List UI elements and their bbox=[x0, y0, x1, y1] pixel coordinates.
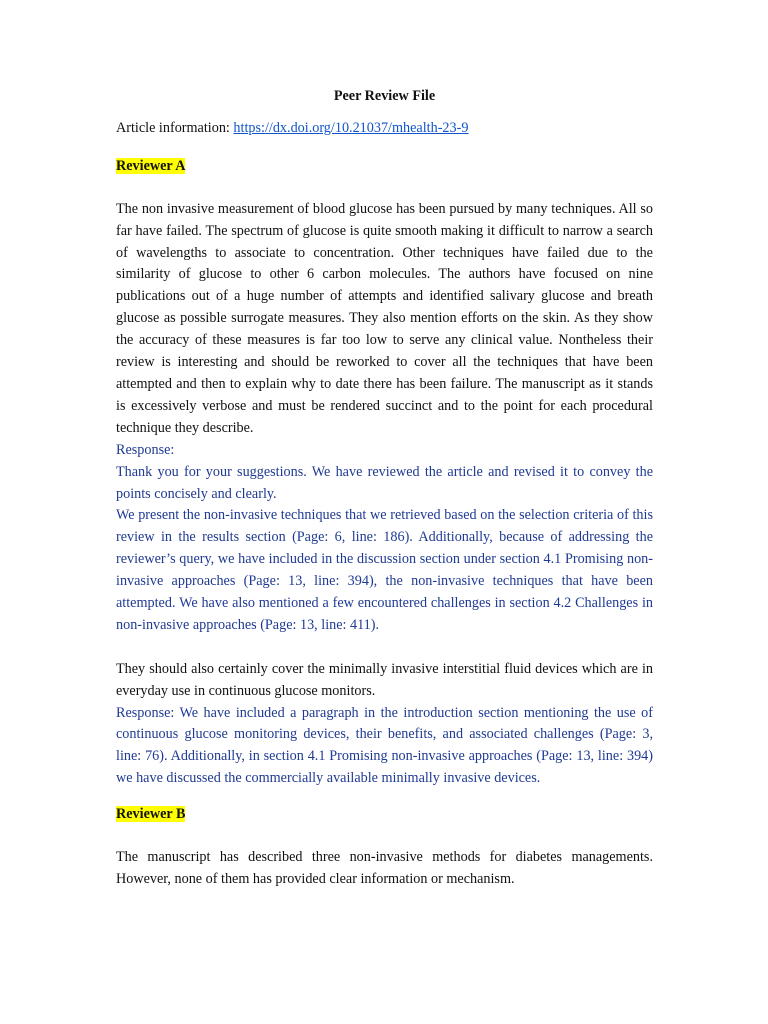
article-doi-link[interactable]: https://dx.doi.org/10.21037/mhealth-23-9 bbox=[233, 119, 469, 136]
reviewer-a-response-1-label: Response: bbox=[116, 441, 175, 458]
reviewer-b-comment-1: The manuscript has described three non-invasive methods for diabetes managements. However, none of them has provided clear information or mechanism. bbox=[116, 849, 653, 887]
reviewer-a-comment-2: They should also certainly cover the minimally invasive interstitial fluid devices which are in everyday use in continuous glucose monitors. bbox=[116, 660, 653, 699]
page-title: Peer Review File bbox=[333, 88, 436, 104]
reviewer-a-label: Reviewer A bbox=[116, 157, 186, 174]
document-page bbox=[116, 86, 653, 891]
reviewer-a-response-1-paragraph-1: Thank you for your suggestions. We have reviewed the article and revised it to convey the points concisely and clearly. bbox=[116, 463, 653, 502]
reviewer-a-heading bbox=[116, 156, 653, 178]
reviewer-a-response-2: Response: We have included a paragraph in the introduction section mentioning the use of continuous glucose monitoring devices, their benefits, and associated challenges (Page: 3, line: 76). Additionally, in section 4.1 Promising non-invasive approaches (Page: 13, line: 394) we have discussed the commercially available minimally invasive devices. bbox=[116, 704, 653, 787]
reviewer-a-response-1-paragraph-2: We present the non-invasive techniques that we retrieved based on the selection criteria of this review in the results section (Page: 6, line: 186). Additionally, because of addressing the reviewer’s query, we have included in the discussion section under section 4.1 Promising non-invasive approaches (Page: 13, line: 394), the non-invasive techniques that have been attempted. We have also mentioned a few encountered challenges in section 4.2 Challenges in non-invasive approaches (Page: 13, line: 411). bbox=[116, 507, 653, 633]
reviewer-b-heading bbox=[116, 804, 653, 826]
article-information bbox=[116, 118, 653, 140]
spacer bbox=[116, 637, 653, 659]
reviewer-b-label: Reviewer B bbox=[116, 806, 186, 823]
article-info-label: Article information: bbox=[116, 119, 234, 136]
spacer bbox=[116, 790, 653, 804]
reviewer-a-comment-1: The non invasive measurement of blood glucose has been pursued by many techniques. All so far have failed. The spectrum of glucose is quite smooth making it difficult to narrow a search of wavelengths to associate to concentration. Other techniques have failed due to the similarity of glucose to other 6 carbon molecules. The authors have focused on nine publications out of a huge number of attempts and identified salivary glucose and breath glucose as possible surrogate measures. They also mention efforts on the skin. As they show the accuracy of these measures is far too low to serve any clinical value. Nontheless their review is interesting and should be reworked to cover all the techniques that have been attempted and then to explain why to date there has been failure. The manuscript as it stands is excessively verbose and must be rendered succinct and to the point for each procedural technique they describe. bbox=[116, 200, 653, 436]
